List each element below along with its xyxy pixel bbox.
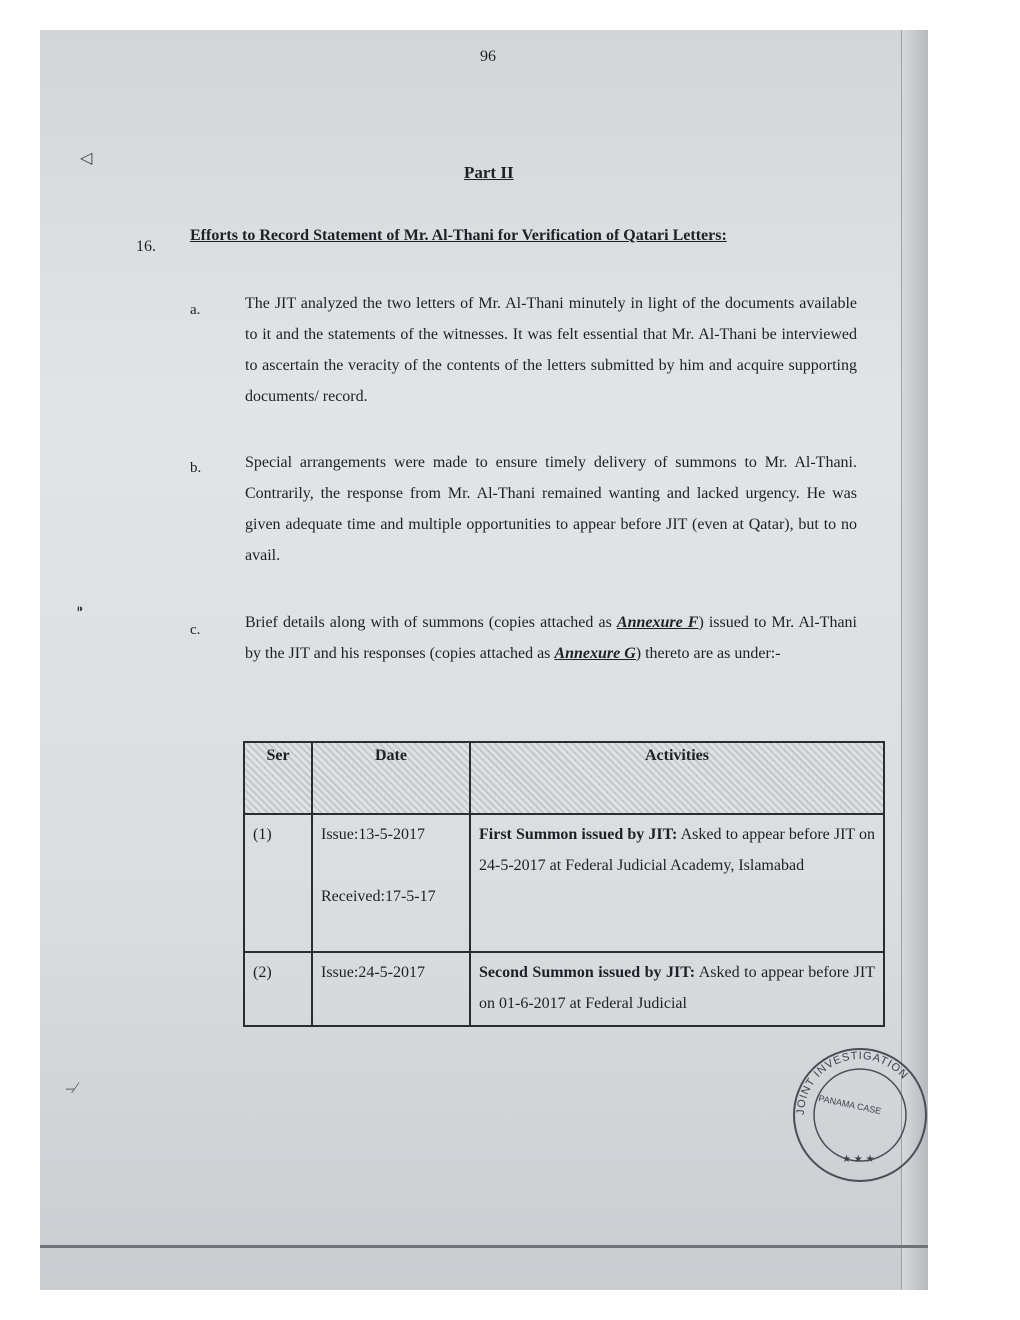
- paragraph-a-text: The JIT analyzed the two letters of Mr. Al-Thani minutely in light of the documents available to it and the statements of the witnesses. It was felt essential that Mr. Al-Thani be interviewed to ascertain the veracity of the contents of the letters submitted by him and acquire supporting documents/ record.: [245, 295, 857, 405]
- stamp-seal-icon: [782, 1040, 928, 1190]
- svg-text:PANAMA CASE: PANAMA CASE: [817, 1093, 883, 1117]
- paragraph-b-label: b.: [190, 460, 202, 476]
- row-1-activity-title: First Summon issued by JIT:: [479, 826, 678, 843]
- svg-text:JOINT INVESTIGATION: JOINT INVESTIGATION: [794, 1049, 911, 1116]
- annexure-f-link: Annexure F: [616, 614, 699, 631]
- paragraph-c-text-2: ) issued to Mr. Al-Thani by the JIT and his responses (copies attached as: [245, 614, 857, 662]
- section-title: Efforts to Record Statement of Mr. Al-Thani for Verification of Qatari Letters:: [190, 227, 727, 244]
- svg-text:★ ★ ★: ★ ★ ★: [842, 1154, 875, 1165]
- row-2-ser: (2): [244, 952, 312, 1026]
- header-activities: Activities: [470, 742, 884, 814]
- row-2-date: [312, 952, 470, 1026]
- margin-mark-dash: –⁄: [66, 1080, 77, 1097]
- row-2-activity-text: Asked to appear before JIT on 01-6-2017 at Federal Judicial: [479, 964, 876, 1012]
- row-1-received-date: Received:17-5-17: [321, 888, 436, 905]
- row-1-activity: [470, 814, 884, 952]
- annexure-g-link: Annexure G: [554, 645, 636, 662]
- paragraph-c-label: c.: [190, 622, 201, 638]
- table-row: [244, 952, 884, 1026]
- page-number: 96: [480, 48, 496, 65]
- official-stamp: [782, 1040, 928, 1190]
- scanned-page: [40, 30, 928, 1290]
- margin-mark-arrow: ◁: [80, 150, 93, 167]
- paragraph-c-text: [245, 607, 857, 669]
- margin-mark-tick: ⁍: [76, 602, 84, 619]
- paragraph-c-text-1: Brief details along with of summons (copies attached as: [245, 614, 617, 631]
- row-2-activity: [470, 952, 884, 1026]
- row-1-ser: (1): [244, 814, 312, 952]
- paragraph-b-text: Special arrangements were made to ensure timely delivery of summons to Mr. Al-Thani. Contrarily, the response from Mr. Al-Thani remained wanting and lacked urgency. He was given adequate time and multiple opportunities to appear before JIT (even at Qatar), but to no avail.: [245, 454, 857, 564]
- paragraph-c-text-3: ) thereto are as under:-: [635, 645, 781, 662]
- row-1-date: [312, 814, 470, 952]
- table-row: [244, 814, 884, 952]
- section-number: 16.: [136, 238, 156, 255]
- row-2-activity-title: Second Summon issued by JIT:: [479, 964, 696, 981]
- row-1-issue-date: Issue:13-5-2017: [321, 826, 425, 843]
- summons-table: [243, 741, 885, 1027]
- paragraph-a-label: a.: [190, 302, 201, 318]
- part-title: Part II: [464, 163, 514, 182]
- header-ser: Ser: [244, 742, 312, 814]
- page-bottom-rule: [40, 1245, 928, 1248]
- row-1-activity-text: Asked to appear before JIT on 24-5-2017 at Federal Judicial Academy, Islamabad: [479, 826, 875, 874]
- table-header-row: [244, 742, 884, 814]
- header-date: Date: [312, 742, 470, 814]
- row-2-issue-date: Issue:24-5-2017: [321, 964, 425, 981]
